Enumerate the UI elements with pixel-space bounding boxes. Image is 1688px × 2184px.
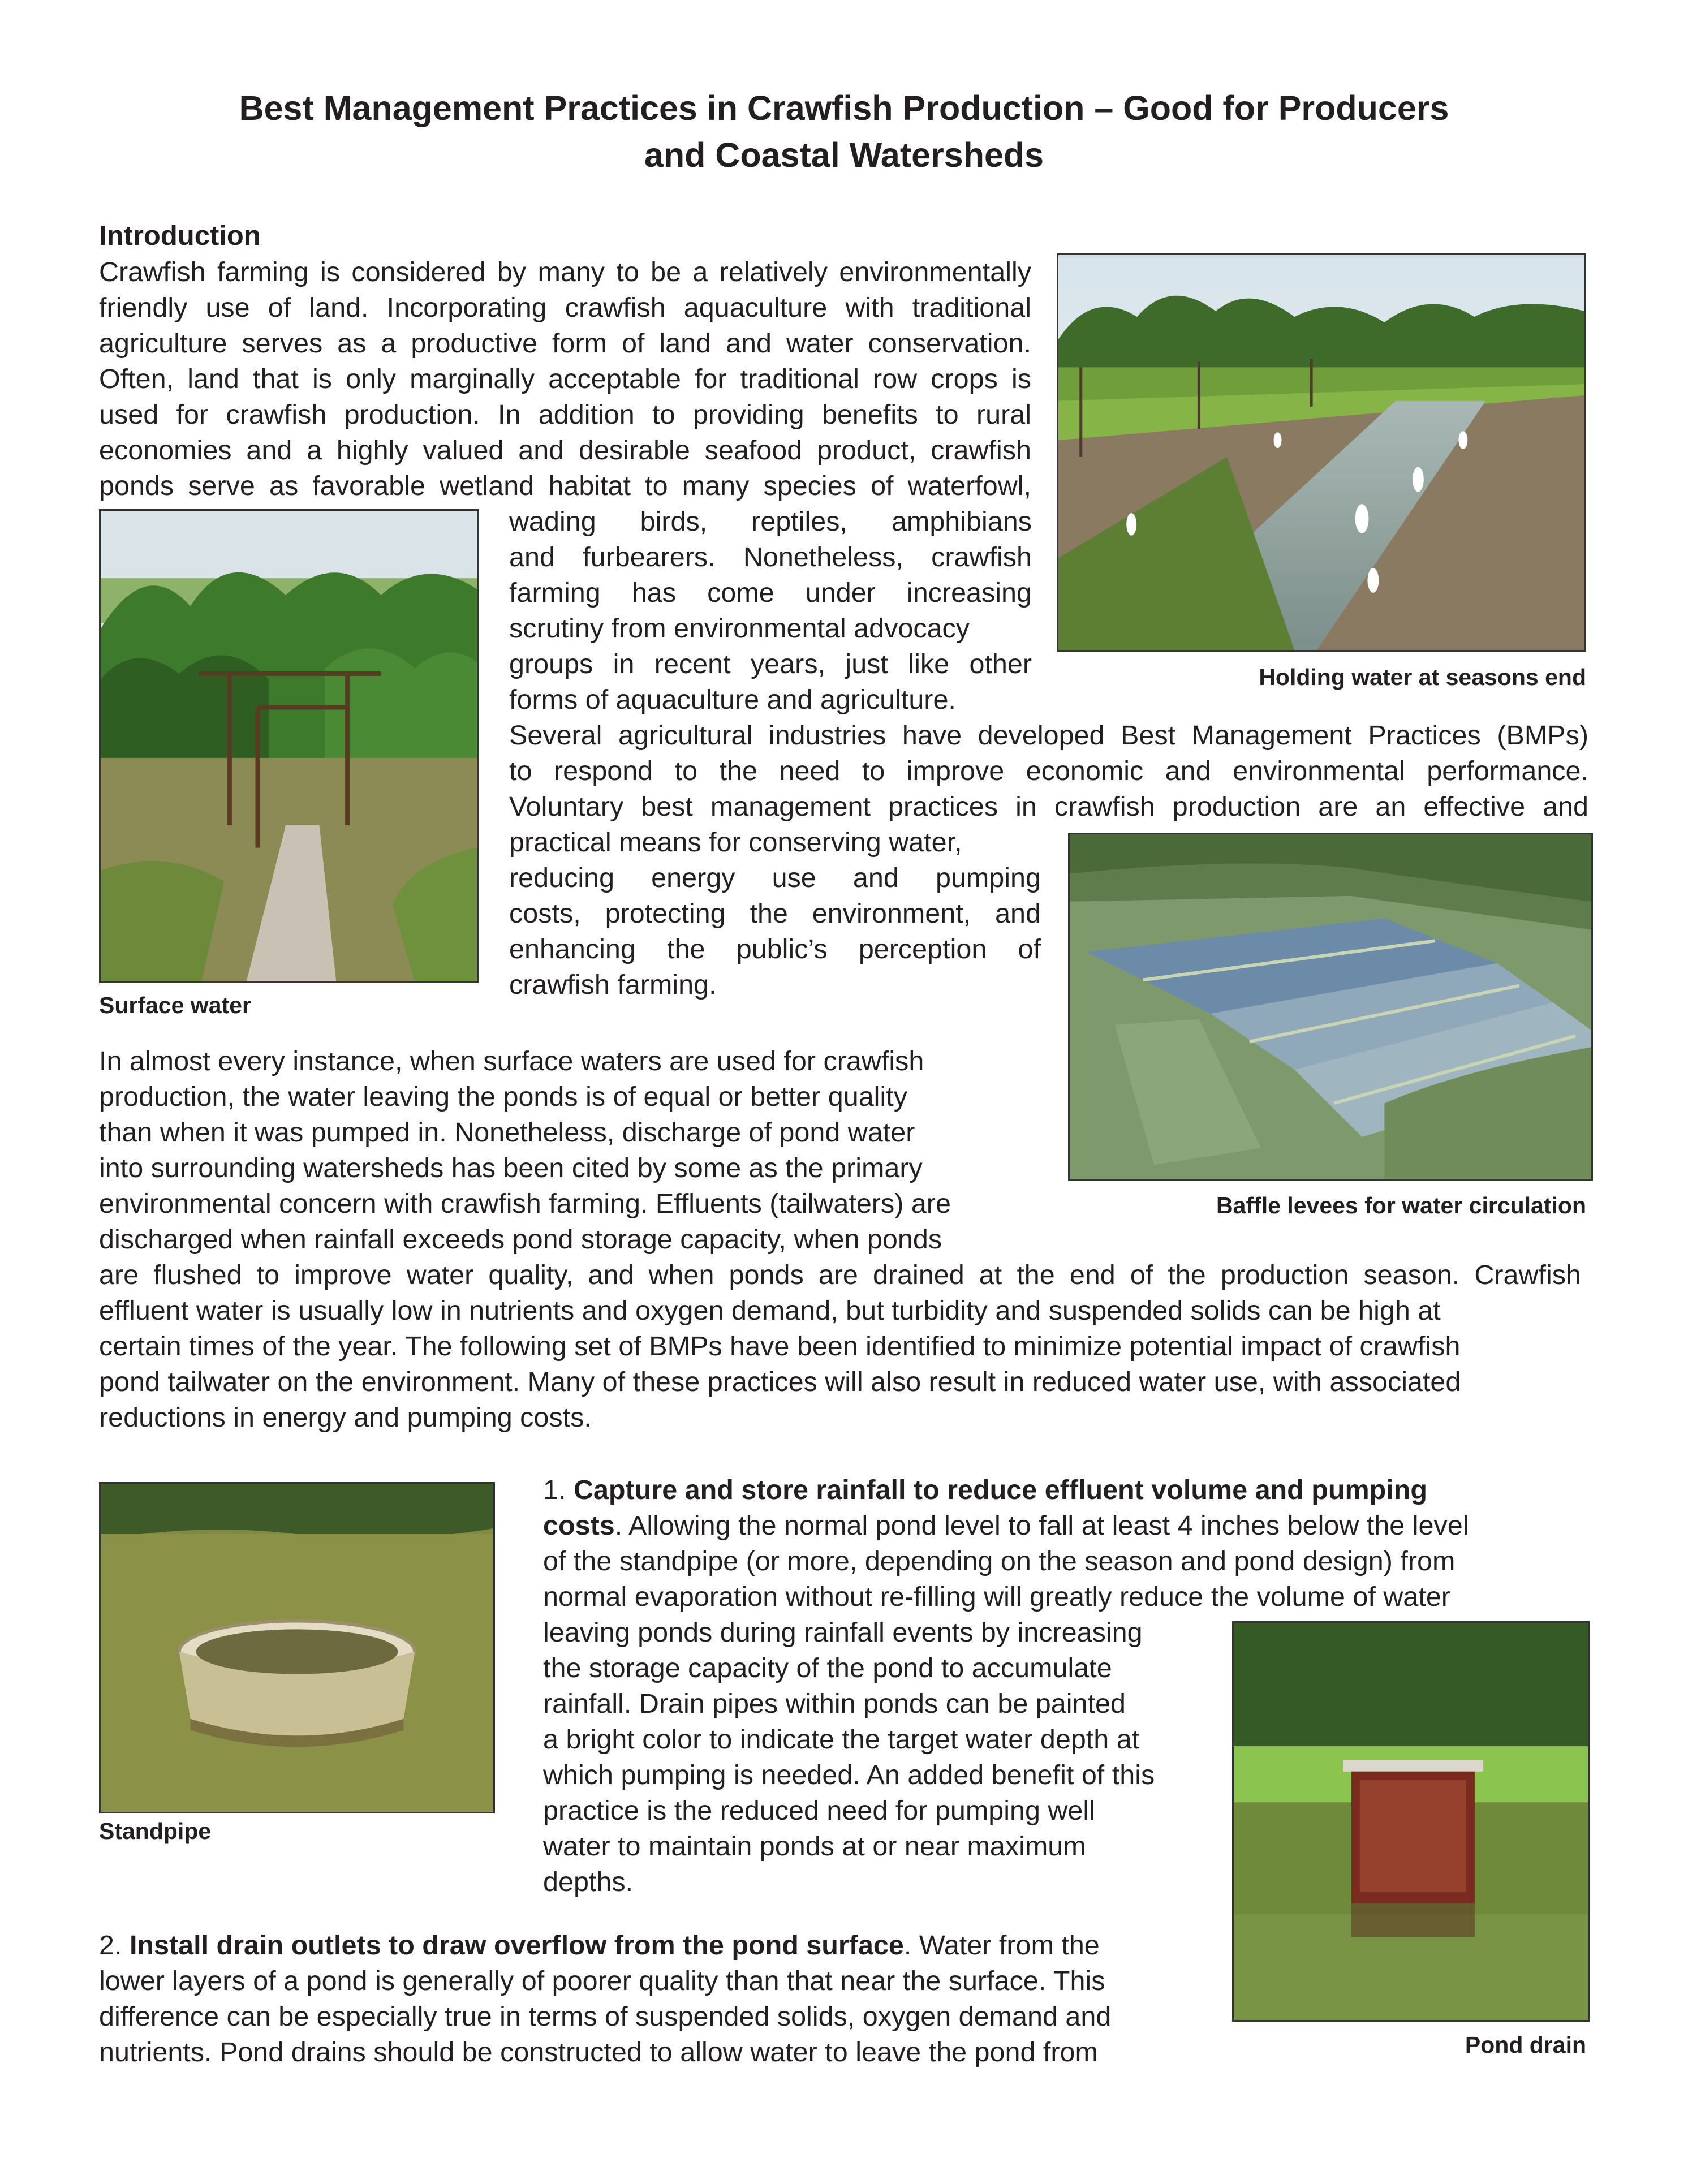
text-line: a bright color to indicate the target water depth at [543, 1724, 1140, 1755]
bmp-2-heading [99, 1928, 1100, 1963]
text-line: economies and a highly valued and desirable seafood product, crawfish [99, 435, 1031, 466]
text-line: ponds serve as favorable wetland habitat to many species of waterfowl, [99, 471, 1031, 501]
bmp-title-cont: costs [543, 1510, 615, 1541]
text-line: production, the water leaving the ponds is of equal or better quality [99, 1082, 907, 1112]
text-line: reductions in energy and pumping costs. [99, 1402, 592, 1433]
intro-heading: Introduction [99, 221, 261, 251]
baffle-levees-photo [1068, 833, 1593, 1181]
text-line: forms of aquaculture and agriculture. [509, 684, 956, 715]
text-line [543, 1508, 1469, 1543]
text-line: wading birds, reptiles, amphibians [509, 506, 1032, 537]
text-line: friendly use of land. Incorporating crawfish aquaculture with traditional [99, 292, 1031, 323]
text-line: reducing energy use and pumping [509, 863, 1041, 893]
title-line-1: Best Management Practices in Crawfish Production – Good for Producers [239, 89, 1449, 127]
text-line: certain times of the year. The following set of BMPs have been identified to minimize potential impact of crawfish [99, 1331, 1461, 1362]
text-line: depths. [543, 1867, 634, 1897]
surface-water-photo [99, 509, 479, 983]
text-line: In almost every instance, when surface waters are used for crawfish [99, 1046, 924, 1076]
text-line: practice is the reduced need for pumping well [543, 1795, 1095, 1826]
pond-drain-caption: Pond drain [1465, 2032, 1586, 2058]
text-line: Crawfish farming is considered by many to be a relatively environmentally [99, 257, 1031, 287]
standpipe-caption: Standpipe [99, 1818, 212, 1844]
text-line: normal evaporation without re-filling will greatly reduce the volume of water [543, 1582, 1450, 1612]
text-line: crawfish farming. [509, 970, 717, 1000]
bmp-1-heading [543, 1472, 1427, 1507]
text-line: water to maintain ponds at or near maximum [543, 1831, 1086, 1862]
text-line: Voluntary best management practices in crawfish production are an effective and [509, 791, 1588, 822]
surface-water-caption: Surface water [99, 992, 251, 1018]
text-line: Several agricultural industries have developed Best Management Practices (BMPs) [509, 720, 1588, 751]
text-line: of the standpipe (or more, depending on the season and pond design) from [543, 1546, 1456, 1576]
text-line: than when it was pumped in. Nonetheless, discharge of pond water [99, 1117, 915, 1148]
bmp-title: Install drain outlets to draw overflow from the pond surface [129, 1930, 904, 1961]
baffle-levees-caption: Baffle levees for water circulation [1216, 1192, 1586, 1218]
text-line: lower layers of a pond is generally of poorer quality than that near the surface. This [99, 1966, 1105, 1996]
document-title [102, 85, 1586, 179]
bmp-title: Capture and store rainfall to reduce effluent volume and pumping [573, 1475, 1428, 1505]
bmp-number: 1. [543, 1475, 574, 1505]
text-line: are flushed to improve water quality, and when ponds are drained at the end of the production season. Crawfish [99, 1260, 1581, 1290]
holding-water-photo [1057, 253, 1586, 652]
text-line: and furbearers. Nonetheless, crawfish [509, 542, 1032, 572]
text-line: environmental concern with crawfish farming. Effluents (tailwaters) are [99, 1188, 951, 1219]
bmp-number: 2. [99, 1930, 130, 1961]
text-line: pond tailwater on the environment. Many of these practices will also result in reduced water use, with associated [99, 1367, 1461, 1397]
text-line: which pumping is needed. An added benefit of this [543, 1760, 1155, 1790]
text-line: effluent water is usually low in nutrients and oxygen demand, but turbidity and suspended solids can be high at [99, 1295, 1441, 1326]
bmp-text: . Water from the [903, 1930, 1100, 1961]
holding-water-caption: Holding water at seasons end [1259, 664, 1586, 690]
standpipe-photo [99, 1482, 495, 1813]
text-line: nutrients. Pond drains should be constructed to allow water to leave the pond from [99, 2037, 1098, 2067]
text-line: scrutiny from environmental advocacy [509, 613, 970, 644]
text-line: agriculture serves as a productive form of land and water conservation. [99, 328, 1031, 359]
bmp-text: . Allowing the normal pond level to fall at least 4 inches below the level [614, 1510, 1469, 1541]
text-line: to respond to the need to improve economic and environmental performance. [509, 756, 1588, 786]
text-line: used for crawfish production. In addition to providing benefits to rural [99, 399, 1031, 430]
text-line: rainfall. Drain pipes within ponds can be painted [543, 1688, 1126, 1719]
text-line: groups in recent years, just like other [509, 649, 1032, 679]
text-line: leaving ponds during rainfall events by increasing [543, 1617, 1143, 1648]
title-line-2: and Coastal Watersheds [644, 136, 1044, 174]
text-line: Often, land that is only marginally acceptable for traditional row crops is [99, 364, 1031, 394]
text-line: costs, protecting the environment, and [509, 898, 1041, 929]
text-line: the storage capacity of the pond to accumulate [543, 1653, 1112, 1683]
text-line: enhancing the public’s perception of [509, 934, 1041, 964]
text-line: practical means for conserving water, [509, 827, 962, 858]
text-line: into surrounding watersheds has been cited by some as the primary [99, 1153, 923, 1183]
text-line: difference can be especially true in terms of suspended solids, oxygen demand and [99, 2001, 1112, 2032]
pond-drain-photo [1232, 1621, 1590, 2022]
text-line: farming has come under increasing [509, 578, 1032, 608]
text-line: discharged when rainfall exceeds pond storage capacity, when ponds [99, 1224, 942, 1255]
